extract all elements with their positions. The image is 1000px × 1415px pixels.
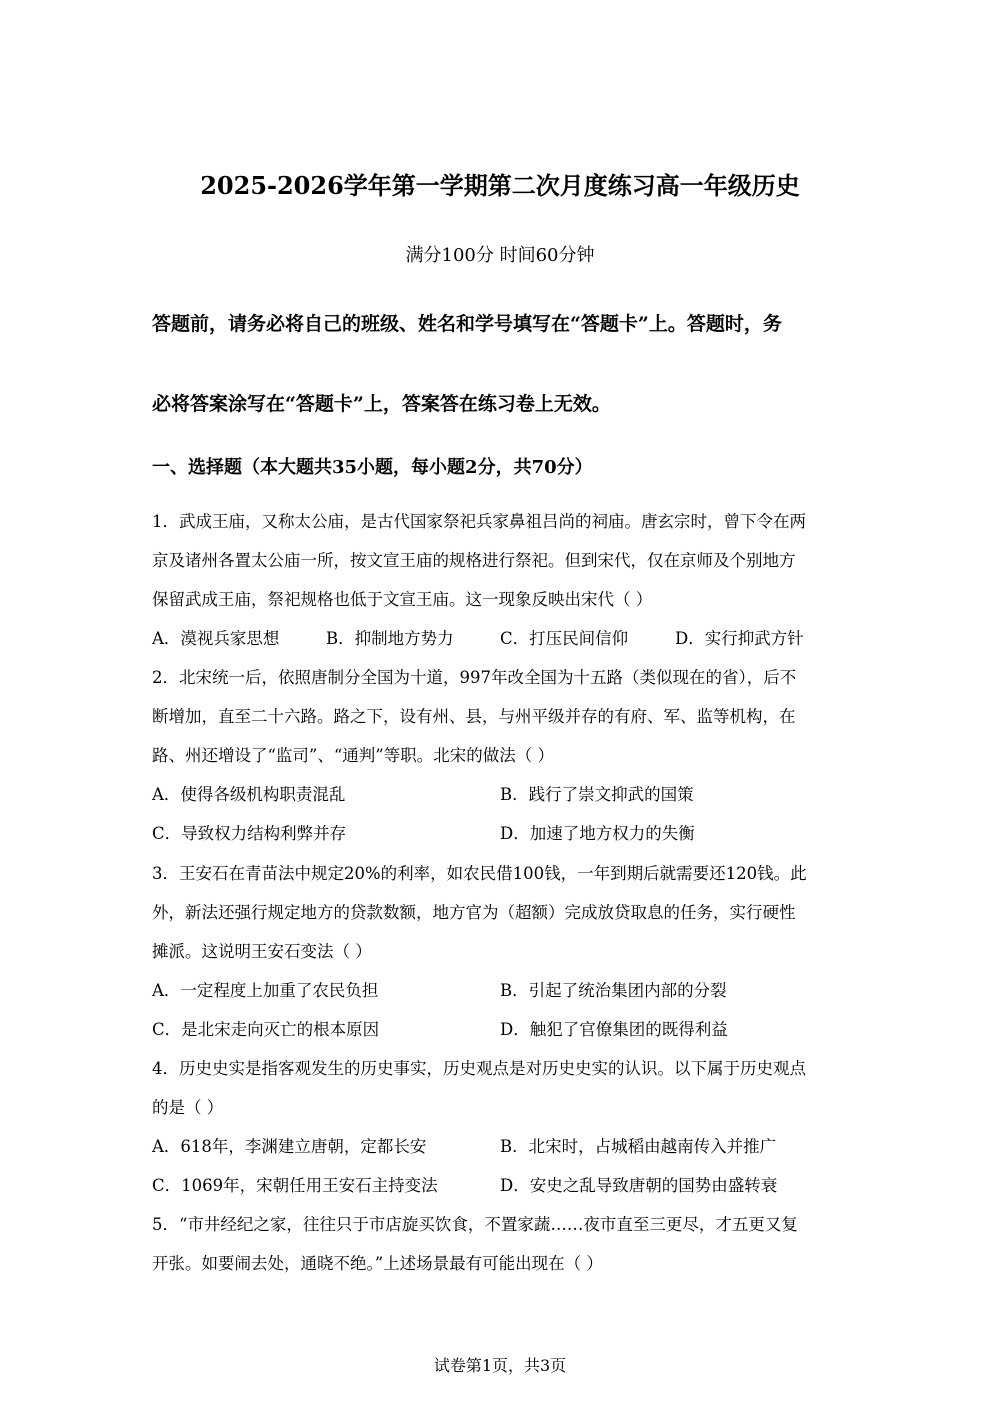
question-4-line-1: 4．历史史实是指客观发生的历史事实，历史观点是对历史史实的认识。以下属于历史观点 [152, 1059, 806, 1078]
question-1-option-c: C．打压民间信仰 [500, 629, 629, 648]
question-4-option-b: B．北宋时，占城稻由越南传入并推广 [500, 1137, 777, 1156]
instruction-line-2: 必将答案涂写在“答题卡”上，答案答在练习卷上无效。 [152, 393, 611, 415]
section-heading: 一、选择题（本大题共35小题，每小题2分，共70分） [152, 457, 593, 478]
instruction-line-1: 答题前，请务必将自己的班级、姓名和学号填写在“答题卡”上。答题时，务 [152, 313, 782, 335]
question-2-option-c: C．导致权力结构利弊并存 [152, 824, 347, 843]
question-5-line-1: 5．“市井经纪之家，往往只于市店旋买饮食，不置家蔬……夜市直至三更尽，才五更又复 [152, 1215, 798, 1234]
question-5-line-2: 开张。如要闹去处，通晓不绝。”上述场景最有可能出现在（ ） [152, 1254, 603, 1273]
question-4-option-c: C．1069年，宋朝任用王安石主持变法 [152, 1176, 438, 1195]
question-1-line-3: 保留武成王庙，祭祀规格也低于文宣王庙。这一现象反映出宋代（ ） [152, 590, 653, 609]
question-2-option-a: A．使得各级机构职责混乱 [152, 785, 346, 804]
question-3-option-b: B．引起了统治集团内部的分裂 [500, 981, 727, 1000]
question-1-option-d: D．实行抑武方针 [675, 629, 804, 648]
question-2-line-3: 路、州还增设了“监司”、“通判”等职。北宋的做法（ ） [152, 746, 554, 765]
question-2-line-1: 2．北宋统一后，依照唐制分全国为十道，997年改全国为十五路（类似现在的省），后不 [152, 668, 797, 687]
question-3-line-1: 3．王安石在青苗法中规定20%的利率，如农民借100钱，一年到期后就需要还120钱。此 [152, 864, 807, 883]
question-3-option-a: A．一定程度上加重了农民负担 [152, 981, 379, 1000]
question-3-option-c: C．是北宋走向灭亡的根本原因 [152, 1020, 380, 1039]
question-2-option-d: D．加速了地方权力的失衡 [500, 824, 695, 843]
question-1-line-2: 京及诸州各置太公庙一所，按文宣王庙的规格进行祭祀。但到宋代，仅在京师及个别地方 [152, 551, 796, 570]
question-4-line-2: 的是（ ） [152, 1098, 224, 1117]
page-footer: 试卷第1页，共3页 [433, 1356, 567, 1375]
exam-title: 2025-2026学年第一学期第二次月度练习高一年级历史 [200, 171, 800, 200]
question-4-option-a: A．618年，李渊建立唐朝，定都长安 [152, 1137, 427, 1156]
question-3-line-3: 摊派。这说明王安石变法（ ） [152, 942, 372, 961]
question-3-line-2: 外，新法还强行规定地方的贷款数额，地方官为（超额）完成放贷取息的任务，实行硬性 [152, 903, 796, 922]
question-2-line-2: 断增加，直至二十六路。路之下，设有州、县，与州平级并存的有府、军、监等机构，在 [152, 707, 796, 726]
question-4-option-d: D．安史之乱导致唐朝的国势由盛转衰 [500, 1176, 778, 1195]
question-2-option-b: B．践行了崇文抑武的国策 [500, 785, 694, 804]
exam-subtitle: 满分100分 时间60分钟 [405, 245, 595, 266]
question-1-option-b: B．抑制地方势力 [326, 629, 454, 648]
question-1-line-1: 1．武成王庙，又称太公庙，是古代国家祭祀兵家鼻祖吕尚的祠庙。唐玄宗时，曾下令在两 [152, 512, 806, 531]
question-3-option-d: D．触犯了官僚集团的既得利益 [500, 1020, 728, 1039]
question-1-option-a: A．漠视兵家思想 [152, 629, 280, 648]
